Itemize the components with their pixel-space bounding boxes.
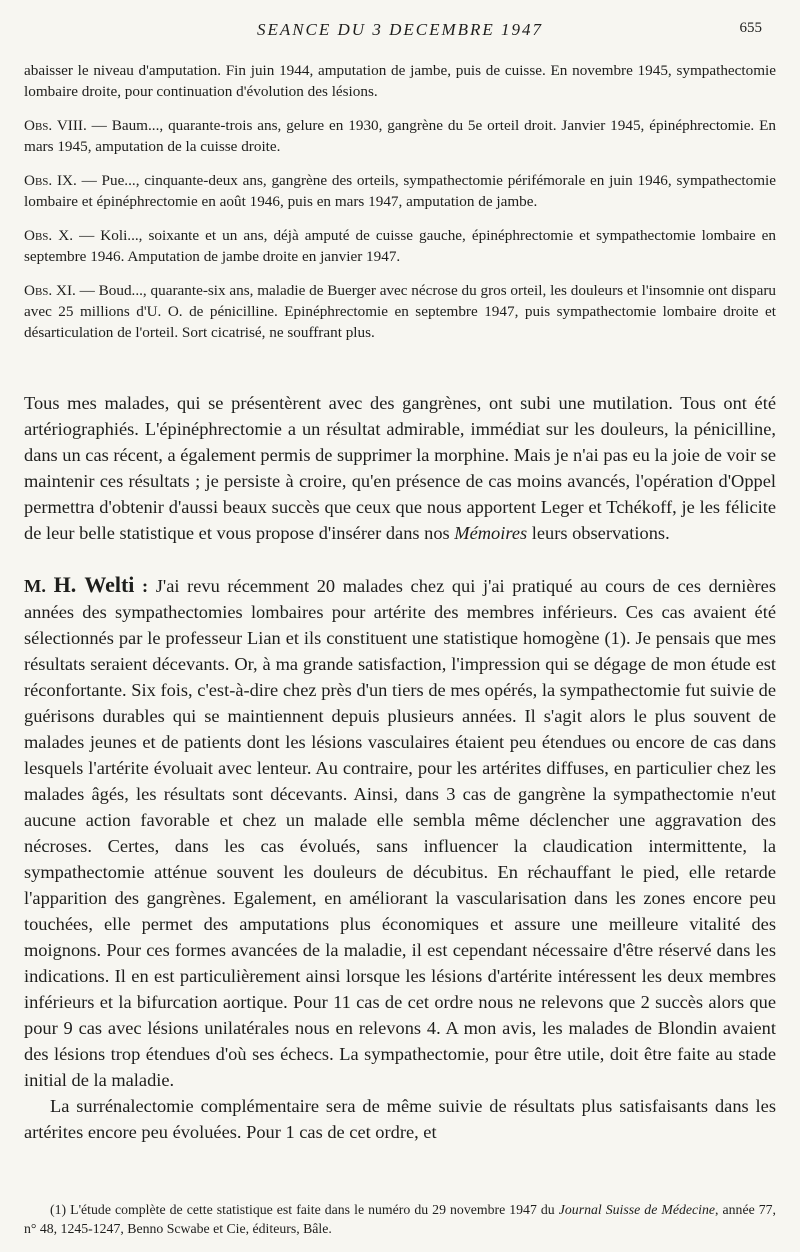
- speaker-initial: H.: [53, 572, 77, 597]
- obs-label: Obs. VIII.: [24, 117, 87, 134]
- paragraph-surrenalectomie: La surrénalectomie complémentaire sera de même suivie de résultats plus satisfaisants dans les artérites encore peu évoluées. Pour 1 cas de cet ordre, et: [24, 1096, 776, 1142]
- obs-label: Obs. XI.: [24, 282, 76, 299]
- footnote-journal: Journal Suisse de Médecine: [558, 1202, 716, 1217]
- journal-title: Mémoires: [454, 523, 528, 543]
- obs-text: — Koli..., soixante et un ans, déjà amputé de cuisse gauche, épinéphrectomie et sympathectomie lombaire en septembre 1946. Amputation de jambe droite en janvier 1947.: [24, 227, 777, 265]
- footnote-part: (1) L'étude complète de cette statistique est faite dans le numéro du 29 novembre 1947 du: [50, 1202, 559, 1217]
- footnote-text: [24, 1200, 776, 1238]
- footnote: [24, 1200, 776, 1238]
- paragraph-welti: [24, 572, 776, 1093]
- speaker-colon: :: [134, 576, 156, 596]
- observations-block: [24, 60, 776, 343]
- obs-label: Obs. IX.: [24, 172, 77, 189]
- paragraph-text: J'ai revu récemment 20 malades chez qui j'ai pratiqué au cours de ces dernières années des sympathectomies lombaires pour artérite des membres inférieurs. Ces cas avaient été sélectionnés par le professeur Lian et ils constituent une statistique homogène (1). Je pensais que mes résultats seraient décevants. Or, à ma grande satisfaction, l'impression qui se dégage de mon étude est réconfortante. Six fois, c'est-à-dire chez près d'un tiers de mes opérés, la sympathectomie fut suivie de guérisons durables qui se maintiennent depuis plusieurs années. Il s'agit alors le plus souvent de malades jeunes et de patients dont les lésions vasculaires étaient peu étendues ou encore de cas dans lesquels l'artérite évoluait avec lenteur. Au contraire, pour les artérites diffuses, en particulier chez les malades âgés, les résultats sont décevants. Ainsi, dans 3 cas de gangrène la sympathectomie n'eut aucune action favorable et chez un malade elle sembla même déclencher une aggravation des nécroses. Certes, dans les cas évolués, sans influencer la claudication intermittente, la sympathectomie atténue souvent les douleurs de décubitus. En réchauffant le pied, elle retarde l'apparition des gangrènes. Egalement, en améliorant la vascularisation dans les zones encore peu touchées, elle permet des amputations plus économiques et assure une meilleure vitalité des moignons. Pour ces formes avancées de la maladie, il est cependant nécessaire d'être réservé dans les indications. Il en est particulièrement ainsi lorsque les lésions d'artérite intéressent les deux membres inférieurs et la bifurcation aortique. Pour 11 cas de cet ordre nous ne relevons que 2 succès alors que pour 9 cas avec lésions unilatérales nous en relevons 4. A mon avis, les malades de Blondin avaient des lésions trop étendues d'où ses échecs. La sympathectomie, pour être utile, doit être faite au stade initial de la maladie.: [24, 576, 776, 1090]
- page-number: 655: [739, 20, 762, 36]
- speaker-name: [24, 572, 156, 597]
- speaker-surname: Welti: [76, 572, 135, 597]
- observation-intro: abaisser le niveau d'amputation. Fin juin 1944, amputation de jambe, puis de cuisse. En novembre 1945, sympathectomie lombaire droite, pour continuation d'évolution des lésions.: [24, 62, 776, 100]
- observation-ix: [24, 170, 776, 212]
- paragraph-text: leurs observations.: [527, 523, 670, 543]
- observation-x: [24, 225, 776, 267]
- obs-text: — Boud..., quarante-six ans, maladie de Buerger avec nécrose du gros orteil, les douleurs et l'insomnie ont disparu avec 25 millions d'U. O. de pénicilline. Epinéphrectomie en septembre 1947, puis sympathectomie lombaire droite et désarticulation de l'orteil. Sort cicatrisé, ne souffrant plus.: [24, 282, 776, 341]
- observation-xi: [24, 280, 776, 343]
- obs-text: — Pue..., cinquante-deux ans, gangrène des orteils, sympathectomie périfémorale en juin 1946, sympathectomie lombaire et épinéphrectomie en août 1946, puis en mars 1947, amputation de jambe.: [24, 172, 776, 210]
- header-title: SEANCE DU 3 DECEMBRE 1947: [256, 20, 544, 39]
- paragraph-conclusion: [24, 390, 776, 546]
- speaker-title: M.: [24, 576, 54, 596]
- body-text: [24, 390, 776, 1145]
- paragraph-text: Tous mes malades, qui se présentèrent avec des gangrènes, ont subi une mutilation. Tous ont été artériographiés. L'épinéphrectomie a un résultat admirable, immédiat sur les douleurs, la pénicilline, dans un cas récent, a également permis de supprimer la morphine. Mais je n'ai pas eu la joie de voir se maintenir ces résultats ; je persiste à croire, qu'en présence de cas moins avancés, l'opération d'Oppel permettra d'obtenir d'aussi beaux succès que ceux que nous apportent Leger et Tchékoff, je les félicite de leur belle statistique et vous propose d'insérer dans nos: [24, 393, 776, 543]
- footnote-part: , année 77, n° 48, 1245-1247, Benno Scwabe et Cie, éditeurs, Bâle.: [24, 1202, 776, 1236]
- obs-label: Obs. X.: [24, 227, 74, 244]
- obs-text: — Baum..., quarante-trois ans, gelure en 1930, gangrène du 5e orteil droit. Janvier 1945, épinéphrectomie. En mars 1945, amputation de la cuisse droite.: [24, 117, 776, 155]
- observation-viii: [24, 115, 776, 157]
- running-header: [0, 20, 800, 44]
